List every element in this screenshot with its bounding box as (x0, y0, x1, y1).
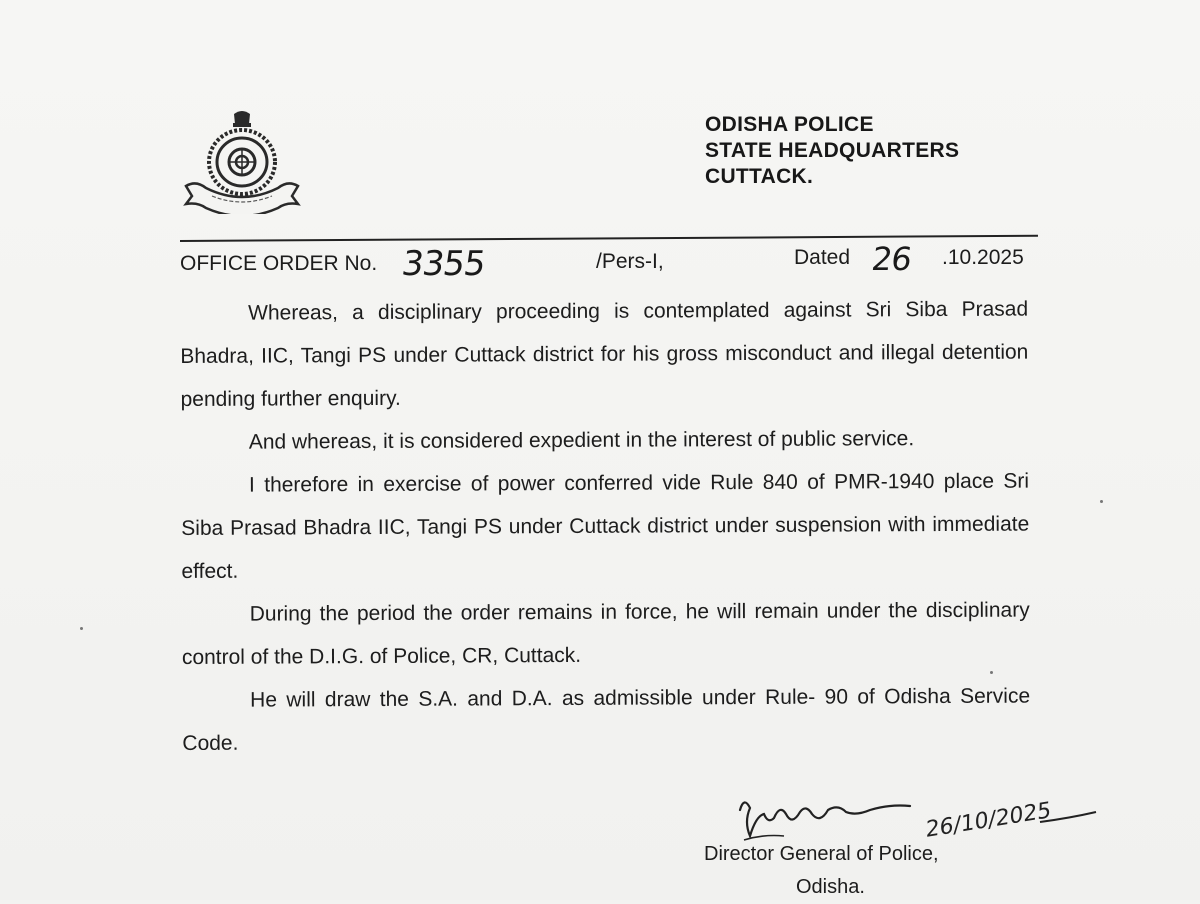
headquarters-address (705, 112, 959, 190)
order-label: OFFICE ORDER No. (180, 252, 378, 275)
signatory-place: Odisha. (796, 876, 865, 898)
order-day: 26 (869, 240, 914, 278)
order-section: /Pers-I, (596, 250, 664, 273)
order-body (180, 288, 1030, 765)
dated-label: Dated (794, 246, 851, 269)
scan-speck (990, 671, 993, 674)
org-name: ODISHA POLICE (705, 113, 874, 136)
scan-speck (80, 627, 83, 630)
paragraph-whereas: Whereas, a disciplinary proceeding is contemplated against Sri Siba Prasad Bhadra, IIC, Tangi PS under Cuttack district for his gross misconduct and illegal detention pending further enquiry. (180, 297, 1029, 411)
paragraph-expedient: And whereas, it is considered expedient in the interest of public service. (248, 427, 915, 454)
paragraph-control: During the period the order remains in force, he will remain under the disciplinary control of the D.I.G. of Police, CR, Cuttack. (181, 598, 1030, 669)
signatory-block (704, 838, 939, 904)
signature-date: 26/10/2025 (925, 797, 1052, 844)
paragraph-allowance: He will draw the S.A. and D.A. as admissible under Rule- 90 of Odisha Service Code. (182, 684, 1031, 755)
order-reference-line (180, 240, 1040, 284)
paragraph-suspension: I therefore in exercise of power conferred vide Rule 840 of PMR-1940 place Sri Siba Prasad Bhadra IIC, Tangi PS under Cuttack district under suspension with immediate effect. (181, 469, 1030, 583)
org-unit: STATE HEADQUARTERS (705, 139, 960, 162)
odisha-police-emblem-icon (182, 108, 302, 214)
order-number: 3355 (399, 244, 488, 284)
org-city: CUTTACK. (705, 165, 814, 188)
scan-speck (1100, 500, 1103, 503)
order-month-year: .10.2025 (942, 246, 1024, 269)
signatory-designation: Director General of Police, (704, 843, 939, 865)
